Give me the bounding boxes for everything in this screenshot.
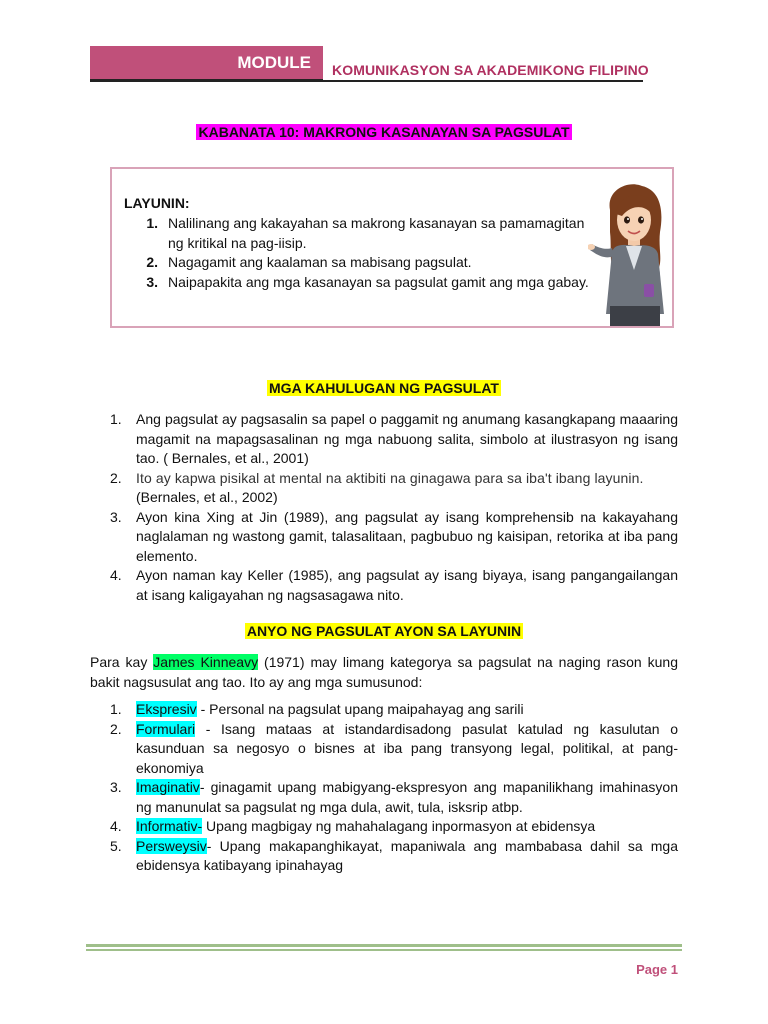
forms-intro (90, 653, 678, 692)
form-desc: - Isang mataas at istandardisadong pasulat katulad ng kasulutan o kasunduan sa negosyo o bisnes at iba pang transyong legal, politikal, at pang-ekonomiya (136, 720, 678, 776)
objective-item (124, 273, 594, 293)
definition-number: 1. (110, 411, 122, 427)
form-number: 3. (110, 779, 122, 795)
forms-title (0, 623, 768, 639)
objectives-list (124, 214, 594, 292)
objective-number: 3. (146, 273, 158, 290)
chapter-title (0, 124, 768, 140)
definition-text (136, 469, 678, 508)
header-rule (323, 80, 643, 82)
form-item (110, 817, 678, 837)
definition-number: 3. (110, 508, 122, 525)
form-text (136, 778, 678, 817)
definition-text: Ayon naman kay Keller (1985), ang pagsulat ay isang biyaya, isang pangangailangan at isang kaligayahan ng nagsasagawa nito. (136, 567, 678, 603)
form-text (136, 700, 678, 720)
objective-text: Naipapakita ang mga kasanayan sa pagsulat gamit ang mga gabay. (168, 273, 589, 290)
forms-intro-before: Para kay (90, 654, 154, 670)
definitions-title-text: MGA KAHULUGAN NG PAGSULAT (269, 380, 499, 396)
form-desc: - ginagamit upang mabigyang-ekspresyon ang mapanilikhang imahinasyon ng manunulat sa pagsulat ng mga dula, awit, tula, isksrip atbp. (136, 779, 678, 815)
form-number: 5. (110, 837, 122, 854)
form-text (136, 720, 678, 779)
forms-list (110, 700, 678, 876)
form-number: 4. (110, 818, 122, 834)
form-desc: Upang magbigay ng mahahalagang inpormasyon at ebidensya (202, 818, 596, 834)
forms-intro-name: James Kinneavy (153, 654, 259, 670)
definition-text: Ang pagsulat ay pagsasalin sa papel o paggamit ng anumang kasangkapang maaaring magamit na mapagsasalinan ng mga nabuong salita, simbolo at ilustrasyon ng isang tao. ( Bernales, et al., 2001) (136, 411, 678, 466)
teacher-illustration (588, 180, 680, 326)
objective-item (124, 253, 594, 273)
footer-rule (86, 944, 682, 947)
objective-number: 2. (146, 254, 158, 270)
subject-title: KOMUNIKASYON SA AKADEMIKONG FILIPINO (332, 62, 649, 78)
form-text (136, 817, 678, 837)
forms-intro-after: (1971) may limang kategorya sa pagsulat na naging rason kung bakit nagsusulat ang tao. Ito ay ang mga sumusunod: (90, 654, 679, 690)
form-number: 2. (110, 720, 122, 737)
definition-citation: (Bernales, et al., 2002) (136, 489, 278, 505)
form-term: Formulari (136, 720, 196, 737)
definitions-list (110, 410, 678, 605)
page-number: Page 1 (636, 962, 678, 977)
footer-rule-thin (86, 949, 682, 951)
definition-item (110, 410, 678, 469)
form-term: Informativ- (136, 818, 203, 834)
form-item (110, 720, 678, 779)
definition-text: Ayon kina Xing at Jin (1989), ang pagsulat ay isang komprehensib na kakayahang naglalaman ng wastong gamit, talasalitaan, pagbubuo ng kaisipan, retorika at iba pang elemento. (136, 508, 678, 564)
form-term: Imaginativ (136, 779, 200, 795)
definition-number: 4. (110, 567, 122, 583)
form-item (110, 778, 678, 817)
definition-number: 2. (110, 469, 122, 486)
objective-item (124, 214, 594, 253)
form-item (110, 837, 678, 876)
objective-text: Nagagamit ang kaalaman sa mabisang pagsulat. (168, 254, 472, 270)
objective-number: 1. (146, 215, 158, 231)
definitions-title (0, 380, 768, 396)
chapter-title-text: KABANATA 10: MAKRONG KASANAYAN SA PAGSULAT (198, 124, 570, 140)
form-text (136, 837, 678, 876)
module-header-box (90, 46, 323, 82)
form-desc: - Upang makapanghikayat, mapaniwala ang mambabasa dahil sa mga ebidensya katibayang ipinahayag (136, 837, 678, 873)
form-term: Persweysiv (136, 837, 207, 854)
objectives-title: LAYUNIN: (124, 195, 190, 211)
form-item (110, 700, 678, 720)
form-desc: - Personal na pagsulat upang maipahayag ang sarili (196, 701, 524, 717)
definition-item (110, 508, 678, 567)
definition-item (110, 566, 678, 605)
forms-title-text: ANYO NG PAGSULAT AYON SA LAYUNIN (246, 623, 522, 639)
definition-item (110, 469, 678, 508)
form-number: 1. (110, 701, 122, 717)
module-label: MODULE (237, 53, 311, 72)
form-term: Ekspresiv (136, 701, 197, 717)
objective-text: Nalilinang ang kakayahan sa makrong kasanayan sa pamamagitan ng kritikal na pag-iisip. (168, 215, 585, 251)
definition-text-part: Ito ay kapwa pisikal at mental na aktibiti na ginagawa para sa iba't ibang layunin. (136, 469, 644, 486)
